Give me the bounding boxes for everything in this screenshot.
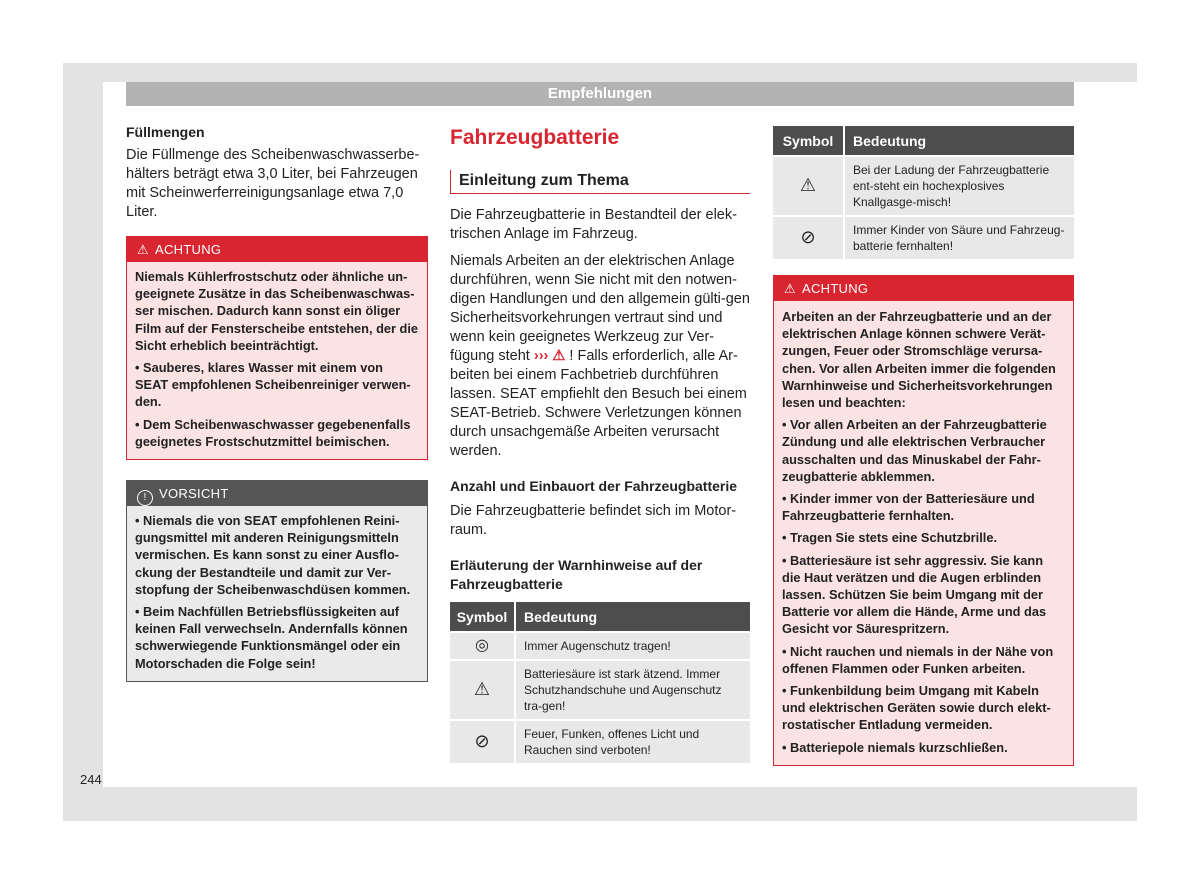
warning-reference[interactable]: ››› ⚠	[533, 348, 566, 364]
warning-text: Niemals Kühlerfrostschutz oder ähnliche un-geeignete Zusätze in das Scheibenwaschwas-ser mischen. Dadurch kann sonst ein öliger Film auf der Fensterscheibe entstehen, der die Sicht erheblich beeinträchtigt.	[135, 269, 419, 353]
explosive-gas-icon: ⚠	[799, 175, 817, 195]
caution-box	[126, 480, 428, 682]
warning-header	[774, 276, 1073, 301]
symbol-table	[773, 124, 1074, 261]
symbol-column-header: Symbol	[450, 602, 516, 631]
warning-bullet: • Batteriesäure ist sehr aggressiv. Sie kann die Haut verätzen und die Augen erblinden lassen. Schützen Sie beim Umgang mit der Batterie vor allem die Hände, Arme und das Gesicht vor Säurespritzern.	[782, 552, 1047, 637]
warning-bullet: • Nicht rauchen und niemals in der Nähe von offenen Flammen oder Funken arbeiten.	[782, 643, 1054, 676]
warning-title: ACHTUNG	[801, 281, 869, 296]
warning-box	[773, 275, 1074, 766]
column-3	[773, 126, 1074, 766]
caution-title: VORSICHT	[159, 486, 229, 502]
column-2	[450, 124, 750, 765]
table-row	[773, 157, 1074, 215]
warning-bullet: • Batteriepole niemals kurzschließen.	[782, 739, 1008, 755]
warning-bullet: • Vor allen Arbeiten an der Fahrzeugbatterie Zündung und alle elektrischen Verbraucher ausschalten und das Minuskabel der Fahr-zeugbatterie abklemmen.	[782, 417, 1047, 484]
page-number: 244	[80, 772, 102, 787]
table-row	[450, 661, 750, 719]
table-row	[450, 633, 750, 659]
fill-quantities-heading: Füllmengen	[126, 124, 205, 140]
symbol-column-header: Symbol	[773, 126, 845, 155]
warning-box	[126, 236, 428, 460]
keep-children-away-icon: ⊘	[800, 227, 816, 247]
caution-header	[127, 481, 427, 506]
table-cell: Batteriesäure ist stark ätzend. Immer Schutzhandschuhe und Augenschutz tra-gen!	[516, 661, 750, 719]
warning-bullet: • Tragen Sie stets eine Schutzbrille.	[782, 530, 997, 546]
table-cell: Immer Kinder von Säure und Fahrzeug-batterie fernhalten!	[845, 217, 1074, 259]
page-title: Fahrzeugbatterie	[450, 126, 620, 149]
warning-text: Arbeiten an der Fahrzeugbatterie und an der elektrischen Anlage können schwere Verät-zungen, Feuer oder Stromschläge verursa-chen. Vor allen Arbeiten immer die folgenden Warnhinweise und Sicherheitsvorkehrungen lesen und beachten:	[782, 309, 1056, 411]
warning-header	[127, 237, 427, 262]
safety-paragraph: Niemals Arbeiten an der elektrischen Anlage durchführen, wenn Sie nicht mit den notwen-digen Handlungen und den allgemein gülti-gen Sicherheitsvorkehrungen vertraut sind und wenn kein geeignetes Werkzeug zur Ver-fügung steht ››› ⚠ ! Falls erforderlich, alle Ar-beiten bei einem Fachbetrieb durchführen lassen. SEAT empfiehlt den Besuch bei einem SEAT-Betrieb. Schwere Verletzungen können durch unsachgemäße Arbeiten verursacht werden.	[450, 253, 750, 459]
warning-bullet: • Dem Scheibenwaschwasser gegebenenfalls geeignetes Frostschutzmittel beimischen.	[135, 416, 411, 449]
intro-paragraph: Die Fahrzeugbatterie in Bestandteil der elek-trischen Anlage im Fahrzeug.	[450, 207, 737, 242]
symbol-table	[450, 600, 750, 765]
battery-location-text: Die Fahrzeugbatterie befindet sich im Motor-raum.	[450, 503, 737, 538]
warning-bullet: • Sauberes, klares Wasser mit einem von SEAT empfohlenen Scheibenreiniger verwen-den.	[135, 360, 411, 410]
meaning-column-header: Bedeutung	[516, 602, 750, 631]
warning-body	[774, 301, 1073, 765]
table-cell: Immer Augenschutz tragen!	[516, 633, 750, 659]
warning-bullet: • Funkenbildung beim Umgang mit Kabeln und elektrischen Geräten sowie durch elekt-rostatischer Entladung vermeiden.	[782, 683, 1051, 733]
table-cell: Bei der Ladung der Fahrzeugbatterie ent-steht ein hochexplosives Knallgasge-misch!	[845, 157, 1074, 215]
acid-hazard-icon: ⚠	[473, 679, 491, 699]
info-circle-icon: !	[137, 490, 153, 506]
column-1	[126, 124, 428, 682]
table-row	[450, 721, 750, 763]
no-fire-icon: ⊘	[474, 731, 490, 751]
caution-bullet: • Beim Nachfüllen Betriebsflüssigkeiten auf keinen Fall verwechseln. Andernfalls können schwerwiegende Funktionsmängel oder ein Motorschaden die Folge sein!	[135, 604, 408, 671]
section-subtitle: Einleitung zum Thema	[450, 170, 750, 194]
warnings-heading: Erläuterung der Warnhinweise auf der Fahrzeugbatterie	[450, 557, 703, 592]
warning-bullet: • Kinder immer von der Batteriesäure und Fahrzeugbatterie fernhalten.	[782, 491, 1035, 524]
battery-location-heading: Anzahl und Einbauort der Fahrzeugbatterie	[450, 478, 738, 494]
fill-quantities-text: Die Füllmenge des Scheibenwaschwasserbe-hälters beträgt etwa 3,0 Liter, bei Fahrzeugen mit Scheinwerferreinigungsanlage etwa 7,0 Liter.	[126, 147, 420, 220]
caution-body	[127, 506, 427, 681]
warning-icon: ⚠	[784, 281, 796, 296]
meaning-column-header: Bedeutung	[845, 126, 1074, 155]
section-header: Empfehlungen	[126, 82, 1074, 106]
goggles-icon: ◎	[475, 637, 489, 654]
warning-icon: ⚠	[137, 242, 149, 257]
warning-body	[127, 262, 427, 459]
caution-bullet: • Niemals die von SEAT empfohlenen Reini-gungsmittel mit anderen Reinigungsmitteln vermischen. Es kann sonst zu einer Ausflo-ckung der Bestandteile und damit zur Ver-stopfung der Scheibenwaschdüsen kommen.	[135, 513, 411, 597]
table-cell: Feuer, Funken, offenes Licht und Rauchen sind verboten!	[516, 721, 750, 763]
warning-title: ACHTUNG	[154, 242, 222, 257]
table-row	[773, 217, 1074, 259]
